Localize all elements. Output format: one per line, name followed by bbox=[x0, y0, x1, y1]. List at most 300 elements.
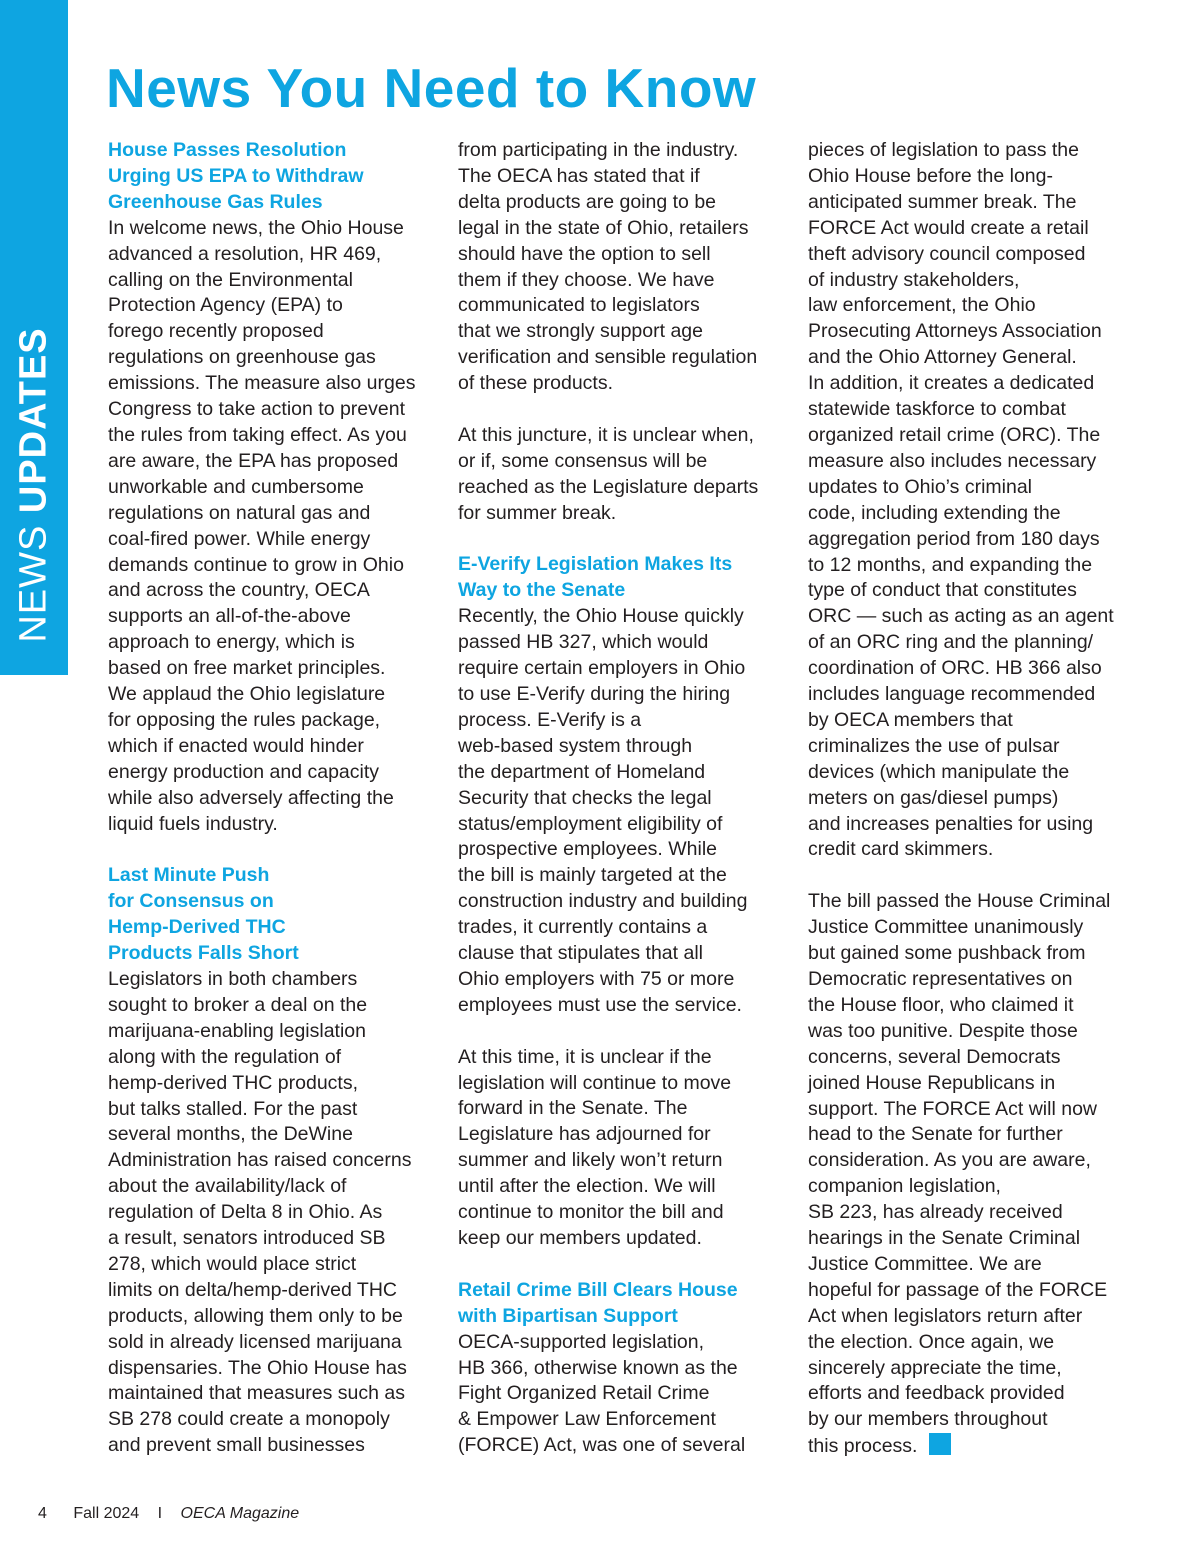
article-text-line bbox=[458, 656, 788, 682]
line-text: anticipated summer break. The bbox=[808, 190, 1077, 213]
article-text-line bbox=[808, 734, 1138, 760]
line-text: Recently, the Ohio House quickly bbox=[458, 605, 744, 628]
article-text-line bbox=[808, 1252, 1138, 1278]
article-text-line bbox=[108, 1433, 438, 1459]
article-text-line bbox=[108, 967, 438, 993]
article-text-line bbox=[458, 501, 788, 527]
line-text: for summer break. bbox=[458, 501, 617, 524]
article-column-2 bbox=[458, 138, 788, 1459]
section-label-light: NEWS bbox=[12, 513, 55, 643]
article-heading-line bbox=[458, 552, 788, 578]
article-text-line bbox=[808, 242, 1138, 268]
article-text-line bbox=[458, 293, 788, 319]
article-text-line bbox=[808, 527, 1138, 553]
line-text: measure also includes necessary bbox=[808, 449, 1097, 472]
article-text-line bbox=[808, 475, 1138, 501]
article-text-line bbox=[458, 1330, 788, 1356]
page-title: News You Need to Know bbox=[106, 57, 757, 119]
line-text: Congress to take action to prevent bbox=[108, 398, 406, 421]
article-text-line bbox=[808, 630, 1138, 656]
line-text: Democratic representatives on bbox=[808, 967, 1073, 990]
article-text-line bbox=[458, 371, 788, 397]
article-text-line bbox=[458, 449, 788, 475]
article-text-line bbox=[108, 604, 438, 630]
line-text: support. The FORCE Act will now bbox=[808, 1097, 1097, 1120]
paragraph-gap bbox=[458, 1252, 788, 1278]
line-text: unworkable and cumbersome bbox=[108, 475, 364, 498]
article-text-line bbox=[458, 475, 788, 501]
article-text-line bbox=[458, 423, 788, 449]
article-heading-line bbox=[108, 863, 438, 889]
article-text-line bbox=[108, 578, 438, 604]
article-text-line bbox=[458, 1174, 788, 1200]
line-text: emissions. The measure also urges bbox=[108, 372, 416, 395]
line-text: passed HB 327, which would bbox=[458, 631, 709, 654]
line-text: web-based system through bbox=[458, 734, 693, 757]
line-text: that we strongly support age bbox=[458, 320, 703, 343]
article-text-line bbox=[108, 708, 438, 734]
line-text: about the availability/lack of bbox=[108, 1175, 347, 1198]
paragraph-gap bbox=[458, 397, 788, 423]
article-text-line bbox=[808, 501, 1138, 527]
line-text: Protection Agency (EPA) to bbox=[108, 294, 343, 317]
line-text: head to the Senate for further bbox=[808, 1123, 1063, 1146]
line-text: them if they choose. We have bbox=[458, 268, 715, 291]
line-text: ORC — such as acting as an agent bbox=[808, 605, 1114, 628]
line-text: for opposing the rules package, bbox=[108, 708, 381, 731]
line-text: The bill passed the House Criminal bbox=[808, 890, 1111, 913]
line-text: products, allowing them only to be bbox=[108, 1304, 403, 1327]
line-text: organized retail crime (ORC). The bbox=[808, 423, 1101, 446]
line-text: coordination of ORC. HB 366 also bbox=[808, 657, 1102, 680]
line-text: require certain employers in Ohio bbox=[458, 657, 746, 680]
article-text-line bbox=[808, 1407, 1138, 1433]
line-text: 278, which would place strict bbox=[108, 1252, 357, 1275]
line-text: Greenhouse Gas Rules bbox=[108, 190, 323, 213]
article-text-line bbox=[808, 1433, 1138, 1460]
article-text-line bbox=[458, 967, 788, 993]
line-text: approach to energy, which is bbox=[108, 631, 355, 654]
article-text-line bbox=[808, 1071, 1138, 1097]
line-text: clause that stipulates that all bbox=[458, 942, 703, 965]
article-text-line bbox=[458, 1226, 788, 1252]
article-text-line bbox=[458, 604, 788, 630]
article-text-line bbox=[808, 786, 1138, 812]
line-text: of an ORC ring and the planning/ bbox=[808, 631, 1094, 654]
article-heading-line bbox=[108, 889, 438, 915]
line-text: Products Falls Short bbox=[108, 942, 299, 965]
article-heading-line bbox=[108, 915, 438, 941]
article-text-line bbox=[808, 604, 1138, 630]
line-text: continue to monitor the bill and bbox=[458, 1201, 724, 1224]
line-text: reached as the Legislature departs bbox=[458, 475, 759, 498]
article-text-line bbox=[808, 837, 1138, 863]
paragraph-gap bbox=[458, 1019, 788, 1045]
line-text: Justice Committee unanimously bbox=[808, 916, 1084, 939]
line-text: hemp-derived THC products, bbox=[108, 1071, 358, 1094]
line-text: energy production and capacity bbox=[108, 760, 380, 783]
article-text-line bbox=[808, 293, 1138, 319]
article-text-line bbox=[808, 1019, 1138, 1045]
article-text-line bbox=[808, 1330, 1138, 1356]
article-text-line bbox=[108, 812, 438, 838]
line-text: Fight Organized Retail Crime bbox=[458, 1382, 710, 1405]
article-text-line bbox=[108, 1122, 438, 1148]
line-text: hearings in the Senate Criminal bbox=[808, 1227, 1081, 1250]
line-text: regulation of Delta 8 in Ohio. As bbox=[108, 1201, 383, 1224]
line-text: & Empower Law Enforcement bbox=[458, 1408, 716, 1431]
paragraph-gap bbox=[808, 863, 1138, 889]
line-text: We applaud the Ohio legislature bbox=[108, 683, 386, 706]
line-text: by OECA members that bbox=[808, 708, 1013, 731]
article-text-line bbox=[808, 371, 1138, 397]
page-footer bbox=[38, 1505, 299, 1523]
line-text: joined House Republicans in bbox=[808, 1071, 1056, 1094]
page-number: 4 bbox=[38, 1505, 47, 1522]
article-text-line bbox=[108, 1148, 438, 1174]
article-text-line bbox=[108, 1071, 438, 1097]
line-text: status/employment eligibility of bbox=[458, 812, 723, 835]
article-text-line bbox=[808, 190, 1138, 216]
line-text: companion legislation, bbox=[808, 1175, 1001, 1198]
line-text: hopeful for passage of the FORCE bbox=[808, 1278, 1108, 1301]
article-text-line bbox=[108, 734, 438, 760]
line-text: construction industry and building bbox=[458, 890, 748, 913]
line-text: concerns, several Democrats bbox=[808, 1045, 1061, 1068]
article-text-line bbox=[458, 682, 788, 708]
article-text-line bbox=[458, 786, 788, 812]
line-text: In welcome news, the Ohio House bbox=[108, 216, 404, 239]
line-text: or if, some consensus will be bbox=[458, 449, 708, 472]
line-text: process. E-Verify is a bbox=[458, 708, 642, 731]
article-text-line bbox=[458, 1433, 788, 1459]
article-text-line bbox=[108, 1200, 438, 1226]
article-heading-line bbox=[108, 941, 438, 967]
article-text-line bbox=[108, 423, 438, 449]
line-text: delta products are going to be bbox=[458, 190, 717, 213]
line-text: the bill is mainly targeted at the bbox=[458, 864, 727, 887]
line-text: demands continue to grow in Ohio bbox=[108, 553, 404, 576]
line-text: calling on the Environmental bbox=[108, 268, 353, 291]
article-text-line bbox=[108, 553, 438, 579]
line-text: Way to the Senate bbox=[458, 579, 626, 602]
line-text: sold in already licensed marijuana bbox=[108, 1330, 402, 1353]
end-of-article-square-icon bbox=[929, 1433, 951, 1455]
line-text: to 12 months, and expanding the bbox=[808, 553, 1093, 576]
article-heading-line bbox=[108, 138, 438, 164]
line-text: Legislators in both chambers bbox=[108, 967, 358, 990]
article-text-line bbox=[808, 1381, 1138, 1407]
line-text: forward in the Senate. The bbox=[458, 1097, 688, 1120]
footer-separator: I bbox=[157, 1505, 163, 1522]
article-text-line bbox=[458, 812, 788, 838]
line-text: maintained that measures such as bbox=[108, 1382, 405, 1405]
line-text: coal-fired power. While energy bbox=[108, 527, 371, 550]
line-text: At this time, it is unclear if the bbox=[458, 1045, 712, 1068]
line-text: the House floor, who claimed it bbox=[808, 993, 1074, 1016]
article-text-line bbox=[808, 138, 1138, 164]
article-text-line bbox=[808, 1045, 1138, 1071]
line-text: but gained some pushback from bbox=[808, 942, 1086, 965]
article-text-line bbox=[458, 1122, 788, 1148]
line-text: Ohio House before the long- bbox=[808, 164, 1053, 187]
line-text: regulations on natural gas and bbox=[108, 501, 371, 524]
article-text-line bbox=[458, 837, 788, 863]
article-text-line bbox=[108, 1381, 438, 1407]
article-text-line bbox=[808, 1278, 1138, 1304]
article-text-line bbox=[808, 553, 1138, 579]
article-text-line bbox=[808, 889, 1138, 915]
line-text: along with the regulation of bbox=[108, 1045, 342, 1068]
line-text: pieces of legislation to pass the bbox=[808, 139, 1080, 161]
line-text: aggregation period from 180 days bbox=[808, 527, 1100, 550]
line-text: devices (which manipulate the bbox=[808, 760, 1070, 783]
article-text-line bbox=[108, 656, 438, 682]
line-text: employees must use the service. bbox=[458, 993, 742, 1016]
line-text: keep our members updated. bbox=[458, 1227, 702, 1250]
article-heading-line bbox=[458, 1278, 788, 1304]
article-text-line bbox=[108, 475, 438, 501]
line-text: Legislature has adjourned for bbox=[458, 1123, 711, 1146]
article-text-line bbox=[808, 345, 1138, 371]
line-text: and across the country, OECA bbox=[108, 579, 370, 602]
article-heading-line bbox=[458, 578, 788, 604]
article-text-line bbox=[458, 863, 788, 889]
line-text: while also adversely affecting the bbox=[108, 786, 394, 809]
article-text-line bbox=[108, 993, 438, 1019]
article-text-line bbox=[808, 993, 1138, 1019]
line-text: of industry stakeholders, bbox=[808, 268, 1020, 291]
article-text-line bbox=[808, 812, 1138, 838]
article-text-line bbox=[808, 915, 1138, 941]
line-text: dispensaries. The Ohio House has bbox=[108, 1356, 407, 1379]
article-text-line bbox=[108, 1356, 438, 1382]
line-text: sought to broker a deal on the bbox=[108, 993, 368, 1016]
article-text-line bbox=[108, 449, 438, 475]
article-text-line bbox=[458, 1407, 788, 1433]
line-text: Prosecuting Attorneys Association bbox=[808, 320, 1102, 343]
article-text-line bbox=[458, 915, 788, 941]
line-text: communicated to legislators bbox=[458, 294, 700, 317]
line-text: several months, the DeWine bbox=[108, 1123, 353, 1146]
article-text-line bbox=[108, 216, 438, 242]
line-text: are aware, the EPA has proposed bbox=[108, 449, 399, 472]
article-text-line bbox=[108, 527, 438, 553]
line-text: Urging US EPA to Withdraw bbox=[108, 164, 364, 187]
article-text-line bbox=[108, 1252, 438, 1278]
line-text: Retail Crime Bill Clears House bbox=[458, 1278, 738, 1301]
line-text: House Passes Resolution bbox=[108, 139, 347, 161]
line-text: The OECA has stated that if bbox=[458, 164, 700, 187]
line-text: and the Ohio Attorney General. bbox=[808, 346, 1077, 369]
article-text-line bbox=[808, 967, 1138, 993]
article-text-line bbox=[108, 293, 438, 319]
article-text-line bbox=[458, 708, 788, 734]
line-text: trades, it currently contains a bbox=[458, 916, 708, 939]
line-text: includes language recommended bbox=[808, 683, 1096, 706]
line-text: this process. bbox=[808, 1435, 918, 1458]
line-text: the rules from taking effect. As you bbox=[108, 423, 407, 446]
article-text-line bbox=[808, 216, 1138, 242]
line-text: and prevent small businesses bbox=[108, 1434, 365, 1457]
article-text-line bbox=[808, 423, 1138, 449]
article-text-line bbox=[458, 345, 788, 371]
article-text-line bbox=[808, 941, 1138, 967]
line-text: Hemp-Derived THC bbox=[108, 916, 286, 939]
article-text-line bbox=[458, 889, 788, 915]
line-text: was too punitive. Despite those bbox=[808, 1019, 1078, 1042]
article-text-line bbox=[108, 1097, 438, 1123]
article-text-line bbox=[108, 319, 438, 345]
paragraph-gap bbox=[108, 837, 438, 863]
line-text: updates to Ohio’s criminal bbox=[808, 475, 1033, 498]
line-text: verification and sensible regulation bbox=[458, 346, 758, 369]
line-text: for Consensus on bbox=[108, 890, 274, 913]
line-text: E-Verify Legislation Makes Its bbox=[458, 553, 733, 576]
line-text: Last Minute Push bbox=[108, 864, 270, 887]
article-text-line bbox=[808, 708, 1138, 734]
article-text-line bbox=[108, 1045, 438, 1071]
line-text: credit card skimmers. bbox=[808, 838, 994, 861]
line-text: until after the election. We will bbox=[458, 1175, 716, 1198]
article-text-line bbox=[808, 1148, 1138, 1174]
article-text-line bbox=[808, 319, 1138, 345]
line-text: with Bipartisan Support bbox=[458, 1304, 678, 1327]
line-text: Ohio employers with 75 or more bbox=[458, 967, 735, 990]
article-text-line bbox=[808, 1356, 1138, 1382]
issue-label: Fall 2024 bbox=[73, 1505, 140, 1522]
article-text-line bbox=[808, 656, 1138, 682]
article-text-line bbox=[808, 1200, 1138, 1226]
article-text-line bbox=[458, 190, 788, 216]
line-text: type of conduct that constitutes bbox=[808, 579, 1077, 602]
line-text: theft advisory council composed bbox=[808, 242, 1086, 265]
line-text: efforts and feedback provided bbox=[808, 1382, 1065, 1405]
article-column-1 bbox=[108, 138, 438, 1459]
line-text: Justice Committee. We are bbox=[808, 1252, 1042, 1275]
line-text: the election. Once again, we bbox=[808, 1330, 1055, 1353]
line-text: supports an all-of-the-above bbox=[108, 605, 351, 628]
paragraph-gap bbox=[458, 527, 788, 553]
article-text-line bbox=[458, 242, 788, 268]
line-text: (FORCE) Act, was one of several bbox=[458, 1434, 746, 1457]
article-text-line bbox=[458, 268, 788, 294]
article-text-line bbox=[108, 371, 438, 397]
magazine-name: OECA Magazine bbox=[180, 1505, 300, 1522]
article-heading-line bbox=[108, 190, 438, 216]
line-text: should have the option to sell bbox=[458, 242, 711, 265]
article-heading-line bbox=[108, 164, 438, 190]
line-text: summer and likely won’t return bbox=[458, 1149, 723, 1172]
article-text-line bbox=[458, 164, 788, 190]
article-text-line bbox=[108, 1278, 438, 1304]
line-text: sincerely appreciate the time, bbox=[808, 1356, 1062, 1379]
article-text-line bbox=[808, 397, 1138, 423]
line-text: a result, senators introduced SB bbox=[108, 1227, 386, 1250]
section-tab bbox=[0, 0, 68, 675]
article-text-line bbox=[108, 630, 438, 656]
line-text: HB 366, otherwise known as the bbox=[458, 1356, 738, 1379]
article-text-line bbox=[458, 216, 788, 242]
article-text-line bbox=[458, 941, 788, 967]
article-text-line bbox=[808, 1174, 1138, 1200]
line-text: forego recently proposed bbox=[108, 320, 324, 343]
line-text: liquid fuels industry. bbox=[108, 812, 278, 835]
line-text: Security that checks the legal bbox=[458, 786, 712, 809]
line-text: based on free market principles. bbox=[108, 657, 386, 680]
line-text: law enforcement, the Ohio bbox=[808, 294, 1036, 317]
article-text-line bbox=[808, 1097, 1138, 1123]
article-text-line bbox=[808, 682, 1138, 708]
article-text-line bbox=[458, 734, 788, 760]
article-text-line bbox=[458, 1148, 788, 1174]
article-text-line bbox=[108, 345, 438, 371]
article-text-line bbox=[458, 138, 788, 164]
line-text: of these products. bbox=[458, 372, 614, 395]
article-text-line bbox=[108, 1019, 438, 1045]
line-text: legal in the state of Ohio, retailers bbox=[458, 216, 749, 239]
line-text: OECA-supported legislation, bbox=[458, 1330, 705, 1353]
line-text: by our members throughout bbox=[808, 1408, 1048, 1431]
article-text-line bbox=[458, 1071, 788, 1097]
line-text: but talks stalled. For the past bbox=[108, 1097, 358, 1120]
article-text-line bbox=[808, 1122, 1138, 1148]
line-text: limits on delta/hemp-derived THC bbox=[108, 1278, 398, 1301]
article-text-line bbox=[108, 1330, 438, 1356]
article-text-line bbox=[458, 1356, 788, 1382]
article-text-line bbox=[458, 319, 788, 345]
article-heading-line bbox=[458, 1304, 788, 1330]
article-text-line bbox=[808, 164, 1138, 190]
article-text-line bbox=[458, 1096, 788, 1122]
line-text: to use E-Verify during the hiring bbox=[458, 683, 731, 705]
line-text: Act when legislators return after bbox=[808, 1304, 1083, 1327]
article-text-line bbox=[108, 397, 438, 423]
article-text-line bbox=[108, 1407, 438, 1433]
article-text-line bbox=[108, 1174, 438, 1200]
article-text-line bbox=[108, 1304, 438, 1330]
article-text-line bbox=[458, 1200, 788, 1226]
section-label-bold: UPDATES bbox=[12, 327, 55, 514]
line-text: legislation will continue to move bbox=[458, 1071, 732, 1094]
article-text-line bbox=[808, 1304, 1138, 1330]
article-text-line bbox=[108, 1226, 438, 1252]
article-text-line bbox=[808, 578, 1138, 604]
section-label bbox=[13, 327, 56, 642]
line-text: meters on gas/diesel pumps) bbox=[808, 786, 1059, 809]
article-text-line bbox=[108, 760, 438, 786]
article-text-line bbox=[108, 786, 438, 812]
article-column-3 bbox=[808, 138, 1138, 1460]
line-text: code, including extending the bbox=[808, 501, 1061, 524]
article-text-line bbox=[108, 501, 438, 527]
article-text-line bbox=[108, 682, 438, 708]
line-text: SB 223, has already received bbox=[808, 1201, 1063, 1224]
line-text: In addition, it creates a dedicated bbox=[808, 372, 1095, 395]
article-text-line bbox=[458, 1381, 788, 1407]
line-text: advanced a resolution, HR 469, bbox=[108, 242, 382, 265]
line-text: and increases penalties for using bbox=[808, 812, 1094, 835]
article-text-line bbox=[458, 760, 788, 786]
line-text: Administration has raised concerns bbox=[108, 1149, 412, 1172]
line-text: At this juncture, it is unclear when, bbox=[458, 423, 754, 446]
line-text: the department of Homeland bbox=[458, 760, 706, 783]
line-text: FORCE Act would create a retail bbox=[808, 216, 1089, 239]
article-text-line bbox=[808, 760, 1138, 786]
line-text: criminalizes the use of pulsar bbox=[808, 734, 1060, 757]
line-text: regulations on greenhouse gas bbox=[108, 346, 376, 369]
article-text-line bbox=[458, 630, 788, 656]
